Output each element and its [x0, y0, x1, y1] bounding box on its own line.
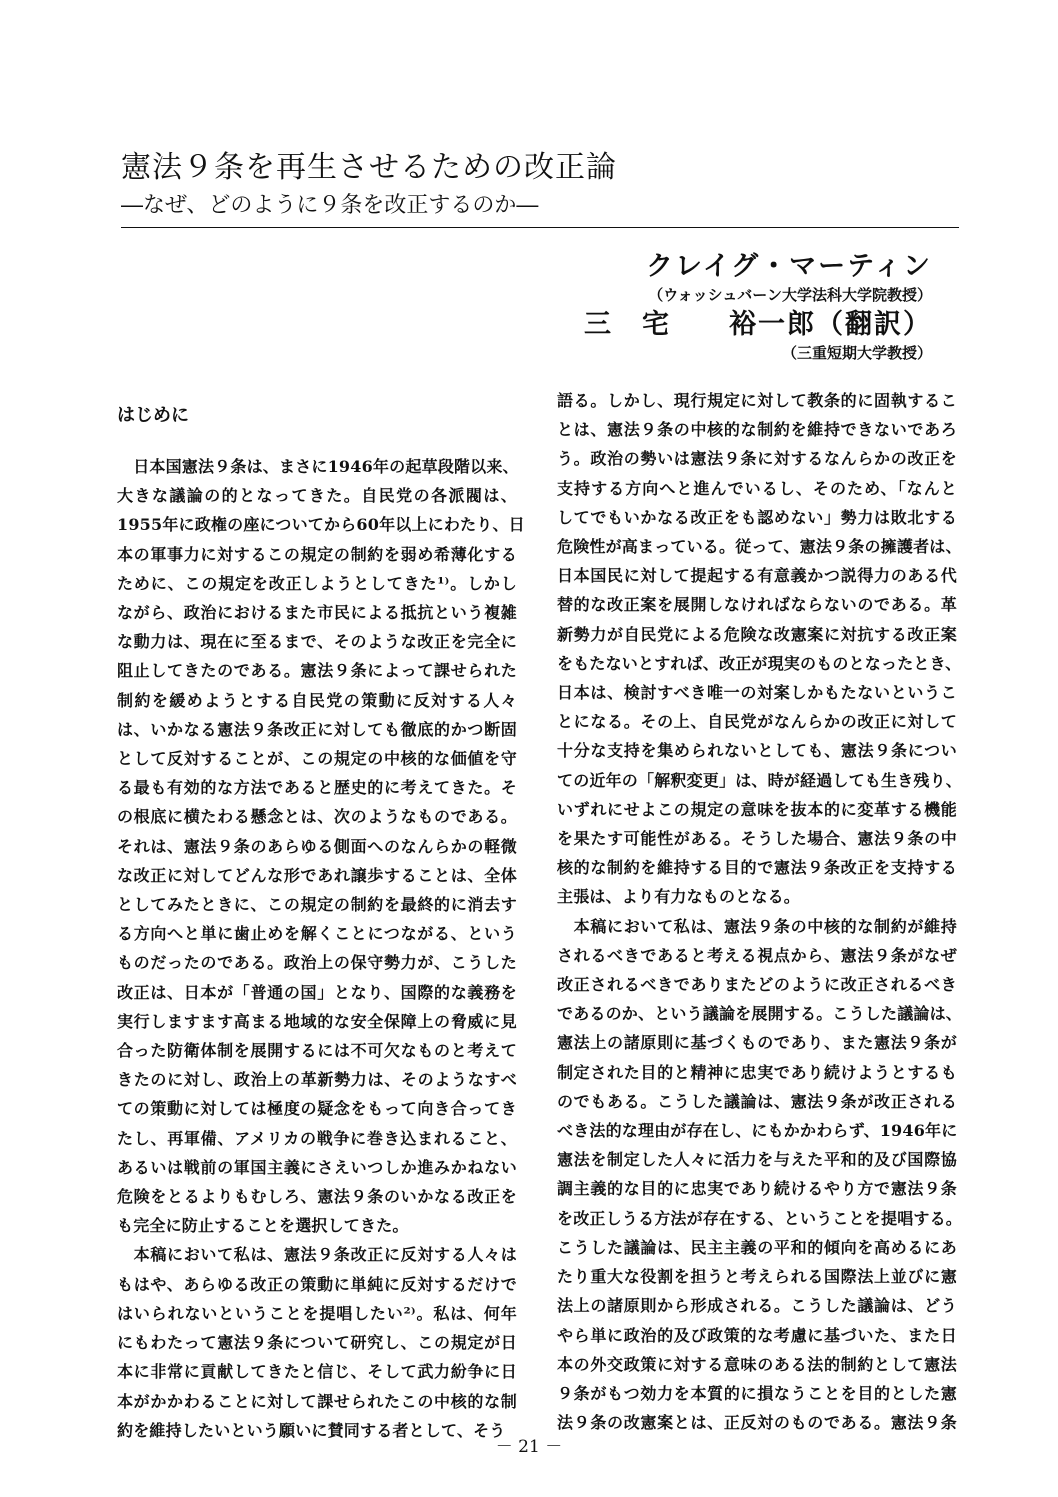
text-line: な動力は、現在に至るまで、そのような改正を完全に	[117, 632, 517, 652]
text-line: 本稿において私は、憲法９条の中核的な制約が維持	[557, 916, 957, 936]
author-block	[584, 250, 932, 364]
text-line: 十分な支持を集められないとしても、憲法９条につい	[557, 741, 957, 761]
translator-affiliation: （三重短期大学教授）	[781, 344, 932, 362]
text-line: をもたないとすれば、改正が現実のものとなったとき、	[557, 653, 962, 673]
text-line: もはや、あらゆる改正の策動に単純に反対するだけで	[117, 1274, 517, 1294]
text-line: 制約を緩めようとする自民党の策動に反対する人々	[117, 690, 517, 710]
right-column	[557, 386, 963, 1437]
text-line: やら単に政治的及び政策的な考慮に基づいた、また日	[557, 1325, 957, 1345]
text-line: 本稿において私は、憲法９条改正に反対する人々は	[117, 1245, 517, 1265]
text-line: 支持する方向へと進んでいるし、そのため、「なんと	[557, 478, 957, 498]
text-line: として反対することが、この規定の中核的な価値を守	[117, 749, 517, 769]
text-line: 日本国民に対して提起する有意義かつ説得力のある代	[557, 566, 957, 586]
text-line: のでもある。こうした議論は、憲法９条が改正される	[557, 1091, 957, 1111]
text-line: いずれにせよこの規定の意味を抜本的に変革する機能	[557, 799, 957, 819]
section-heading: はじめに	[117, 405, 189, 426]
text-line: たり重大な役割を担うと考えられる国際法上並びに憲	[557, 1267, 957, 1287]
text-line: 実行しますます高まる地域的な安全保障上の脅威に見	[117, 1011, 517, 1031]
text-line: はいられないということを提唱したい²⁾。私は、何年	[117, 1303, 517, 1323]
text-line: る最も有効的な方法であると歴史的に考えてきた。そ	[117, 778, 517, 798]
text-line: 法上の諸原則から形成される。こうした議論は、どう	[557, 1296, 957, 1316]
text-line: 主張は、より有力なものとなる。	[557, 887, 801, 907]
text-line: 新勢力が自民党による危険な改憲案に対抗する改正案	[557, 624, 957, 644]
text-line: こうした議論は、民主主義の平和的傾向を高めるにあ	[557, 1237, 957, 1257]
author-name: クレイグ・マーティン	[646, 251, 932, 282]
text-line: 危険をとるよりもむしろ、憲法９条のいかなる改正を	[117, 1187, 517, 1207]
article-subtitle: ―なぜ、どのように９条を改正するのか―	[121, 193, 539, 218]
text-line: たし、再軍備、アメリカの戦争に巻き込まれること、	[117, 1128, 517, 1148]
text-line: 改正は、日本が「普通の国」となり、国際的な義務を	[117, 982, 517, 1002]
text-line: 語る。しかし、現行規定に対して教条的に固執するこ	[557, 391, 957, 410]
text-line: 本の軍事力に対するこの規定の制約を弱め希薄化する	[117, 544, 517, 564]
text-line: 合った防衛体制を展開するには不可欠なものと考えて	[117, 1041, 517, 1061]
text-line: 危険性が高まっている。従って、憲法９条の擁護者は、	[557, 537, 962, 557]
text-line: う。政治の勢いは憲法９条に対するなんらかの改正を	[557, 449, 957, 469]
text-line: ながら、政治におけるまた市民による抵抗という複雑	[117, 603, 517, 623]
text-line: きたのに対し、政治上の革新勢力は、そのようなすべ	[117, 1070, 517, 1090]
text-line: る方向へと単に歯止めを解くことにつながる、という	[117, 924, 517, 944]
text-line: 本に非常に貢献してきたと信じ、そして武力紛争に日	[117, 1362, 517, 1382]
text-line: 本の外交政策に対する意味のある法的制約として憲法	[557, 1354, 957, 1374]
text-line: ９条がもつ効力を本質的に損なうことを目的とした憲	[557, 1383, 957, 1403]
text-line: であるのか、という議論を展開する。こうした議論は、	[557, 1004, 963, 1024]
text-line: 約を維持したいという願いに賛同する者として、そう	[117, 1420, 506, 1440]
text-line: べき法的な理由が存在し、にもかかわらず、1946年に	[557, 1121, 958, 1141]
author-affiliation: （ウォッシュバーン大学法科大学院教授）	[648, 286, 932, 304]
text-line: とになる。その上、自民党がなんらかの改正に対して	[557, 712, 957, 732]
text-line: ものだったのである。政治上の保守勢力が、こうした	[117, 953, 517, 973]
text-line: を果たす可能性がある。そうした場合、憲法９条の中	[557, 829, 957, 849]
article-title: 憲法９条を再生させるための改正論	[121, 150, 617, 185]
title-divider	[121, 227, 959, 228]
text-line: の根底に横たわる懸念とは、次のようなものである。	[117, 807, 517, 827]
text-line: 憲法上の諸原則に基づくものであり、また憲法９条が	[557, 1033, 957, 1053]
text-line: としてみたときに、この規定の制約を最終的に消去す	[117, 895, 517, 915]
text-line: 1955年に政権の座についてから60年以上にわたり、日	[117, 515, 525, 535]
text-line: にもわたって憲法９条について研究し、この規定が日	[117, 1333, 517, 1353]
text-line: 核的な制約を維持する目的で憲法９条改正を支持する	[557, 858, 957, 878]
left-column	[117, 402, 525, 1445]
text-line: とは、憲法９条の中核的な制約を維持できないであろ	[557, 420, 957, 440]
text-line: 替的な改正案を展開しなければならないのである。革	[557, 595, 957, 615]
text-line: 日本は、検討すべき唯一の対案しかもたないというこ	[557, 683, 957, 703]
left-column-body	[117, 452, 525, 1445]
text-line: 改正されるべきでありまたどのように改正されるべき	[557, 975, 957, 995]
text-line: してでもいかなる改正をも認めない」勢力は敗北する	[557, 507, 957, 527]
text-line: 大きな議論の的となってきた。自民党の各派閥は、	[117, 486, 517, 506]
text-line: を改正しうる方法が存在する、ということを提唱する。	[557, 1208, 963, 1228]
text-line: 阻止してきたのである。憲法９条によって課せられた	[117, 661, 517, 681]
text-line: 日本国憲法９条は、まさに1946年の起草段階以来、	[117, 457, 519, 476]
text-line: も完全に防止することを選択してきた。	[117, 1216, 409, 1236]
text-line: ために、この規定を改正しようとしてきた¹⁾。しかし	[117, 573, 517, 593]
right-column-body	[557, 386, 963, 1437]
text-line: ての近年の「解釈変更」は、時が経過しても生き残り、	[557, 770, 963, 790]
text-line: 本がかかわることに対して課せられたこの中核的な制	[117, 1391, 517, 1411]
text-line: あるいは戦前の軍国主義にさえいつしか進みかねない	[117, 1157, 517, 1177]
translator-name: 三 宅 裕一郎（翻訳）	[584, 309, 932, 340]
text-line: それは、憲法９条のあらゆる側面へのなんらかの軽微	[117, 836, 517, 856]
text-line: されるべきであると考える視点から、憲法９条がなぜ	[557, 945, 957, 965]
text-line: 制定された目的と精神に忠実であり続けようとするも	[557, 1062, 957, 1082]
page-number: － 21 －	[495, 1437, 563, 1457]
text-line: な改正に対してどんな形であれ譲歩することは、全体	[117, 865, 517, 885]
text-line: 法９条の改憲案とは、正反対のものである。憲法９条	[557, 1413, 957, 1433]
text-line: 調主義的な目的に忠実であり続けるやり方で憲法９条	[557, 1179, 957, 1199]
text-line: 憲法を制定した人々に活力を与えた平和的及び国際協	[557, 1150, 957, 1170]
text-line: ての策動に対しては極度の疑念をもって向き合ってき	[117, 1099, 517, 1119]
text-line: は、いかなる憲法９条改正に対しても徹底的かつ断固	[117, 719, 517, 739]
